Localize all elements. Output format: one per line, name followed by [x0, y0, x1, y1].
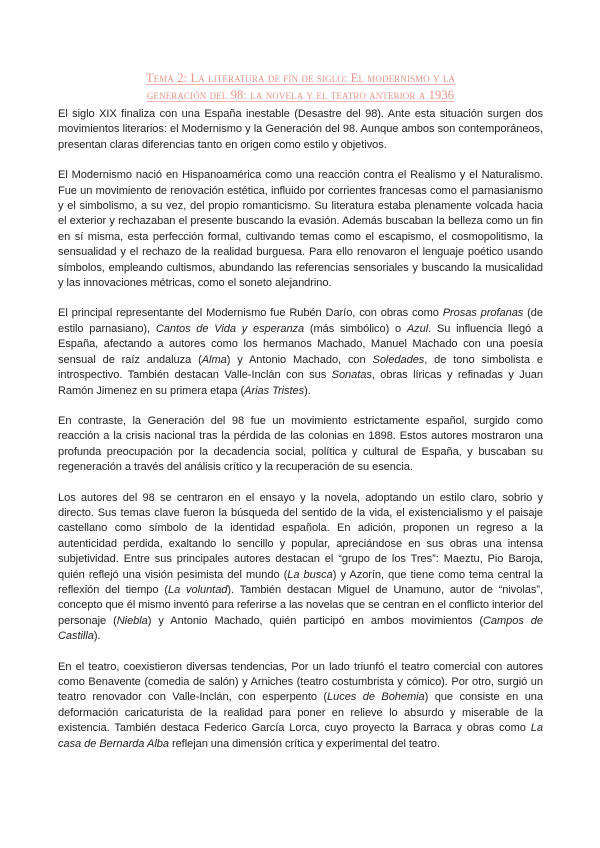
work-title: La busca: [287, 568, 333, 581]
paragraph-text: Los autores del 98 se centraron en el ensayo y la novela, adoptando un estilo claro, sobrio y directo. Sus temas clave fueron la búsqueda del sentido de la vida, el existencialismo y el paisaje castellano como símbolo de la identidad española. En adición, proponen un regreso a la autenticidad perdida, exaltando lo sencillo y popular, apreciándose en sus obras una intensa subjetividad. Entre sus principales autores destacan el “grupo de los Tres”: Maeztu, Pio Baroja, quién reflejó una visión pesimista del mundo (: [58, 491, 543, 581]
paragraph-text: El Modernismo nació en Hispanoamérica como una reacción contra el Realismo y el Naturalismo. Fue un movimiento de renovación estética, influido por corrientes francesas como el parnasianismo y el simbolismo, a su vez, del propio romanticismo. Su literatura estaba plenamente volcada hacia el exterior y rechazaban el presente buscando la evasión. Además buscaban la belleza como un fin en sí misma, esta perfección formal, cultivando temas como el escapismo, el cosmopolitismo, la sensualidad y el rechazo de la realidad burguesa. Para ello renovaron el lenguaje poético usando símbolos, empleando cultismos, abundando las referencias sensoriales y buscando la musicalidad y las innovaciones métricas, como el soneto alejandrino.: [58, 169, 543, 290]
work-title: Campos de Castilla: [58, 614, 543, 643]
work-title: Alma: [201, 353, 227, 366]
paragraph-text: ) que consiste en una deformación caricaturista de la realidad para poner en relieve lo absurdo y miserable de la existencia. También destaca Federico García Lorca, cuyo proyecto la Barraca y obras como: [58, 691, 543, 735]
work-title: Prosas profanas: [442, 307, 524, 320]
title-line-1: Tema 2: La literatura de fin de siglo: El modernismo y la: [145, 71, 456, 85]
paragraph-intro: [58, 107, 543, 153]
paragraph-text: El principal representante del Modernismo fue Rubén Darío, con obras como: [58, 307, 443, 320]
paragraph-text: En contraste, la Generación del 98 fue un movimiento estrictamente español, surgido como reacción a la crisis nacional tras la pérdida de las colonias en 1898. Estos autores mostraron una profunda preocupación por la decadencia social, política y cultural de España, y buscaban su regeneración a través del análisis crítico y la recuperación de su esencia.: [58, 414, 543, 474]
work-title: Arias Tristes: [244, 384, 305, 397]
paragraph-text: . Su influencia llegó a España, afectando a autores como los hermanos Machado, Manuel Machado con una poesía sensual de raíz andaluza (: [58, 322, 544, 366]
work-title: Niebla: [116, 614, 148, 627]
paragraph-teatro: [58, 660, 543, 752]
paragraph-text: ).: [93, 630, 101, 643]
work-title: Cantos de Vida y esperanza: [155, 322, 305, 335]
paragraph-text: (de estilo parnasiano),: [58, 307, 543, 335]
paragraph-generacion-98: [58, 414, 543, 476]
paragraph-text: , de tono simbolista e introspectivo. También destacan Valle-Inclán con sus: [58, 353, 544, 382]
paragraph-text: ) y Antonio Machado, con: [226, 353, 373, 366]
work-title: Luces de Bohemia: [327, 691, 425, 704]
work-title: Soledades: [372, 353, 425, 366]
paragraph-text: reflejan una dimensión crítica y experimental del teatro.: [168, 737, 440, 750]
paragraph-text: En el teatro, coexistieron diversas tendencias, Por un lado triunfó el teatro comercial con autores como Benavente (comedia de salón) y Arniches (teatro costumbrista y cómico). Por otro, surgió un teatro renovador con Valle-Inclán, con esperpento (: [58, 660, 543, 704]
paragraph-modernismo-origin: [58, 168, 543, 291]
paragraph-text: , obras líricas y refinadas y Juan Ramón Jimenez en su primera etapa (: [58, 369, 543, 397]
paragraph-generacion-98-authors: [58, 491, 543, 645]
paragraph-text: ).: [304, 384, 311, 397]
paragraph-modernismo-authors: [58, 306, 543, 398]
paragraph-text: ). También destacan Miguel de Unamuno, autor de “nivolas”, concepto que él mismo inventó para referirse a las novelas que se centran en el conflicto interior del personaje (: [58, 583, 543, 627]
document-title: [58, 70, 543, 103]
work-title: Azul: [406, 322, 429, 335]
work-title: La voluntad: [167, 583, 228, 596]
paragraph-text: ) y Antonio Machado, quién participó en ambos movimientos (: [147, 614, 483, 627]
paragraph-text: El siglo XIX finaliza con una España inestable (Desastre del 98). Ante esta situación surgen dos movimientos literarios: el Modernismo y la Generación del 98. Aunque ambos son contemporáneos, presentan claras diferencias tanto en origen como estilo y objetivos.: [58, 108, 543, 151]
paragraph-text: ) y Azorín, que tiene como tema central la reflexión del tiempo (: [58, 568, 543, 596]
work-title: La casa de Bernarda Alba: [58, 722, 543, 750]
title-line-2: generación del 98: la novela y el teatro anterior a 1936: [146, 87, 455, 102]
work-title: Sonatas: [331, 369, 372, 382]
paragraph-text: (más simbólico) o: [304, 322, 407, 335]
